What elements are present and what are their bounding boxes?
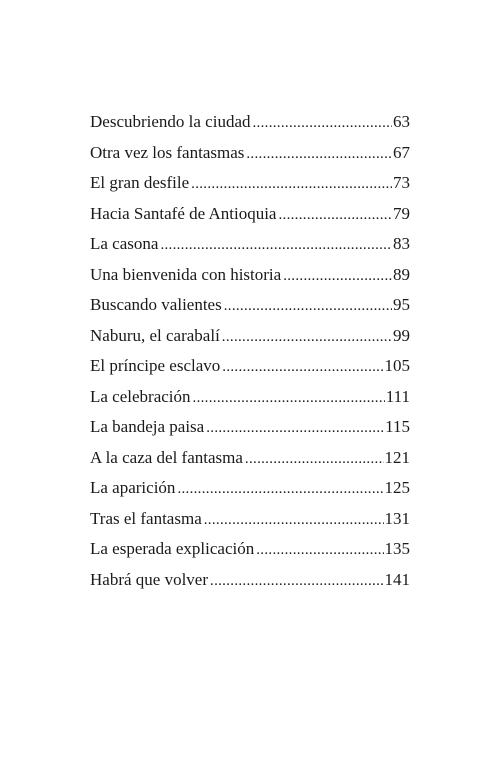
toc-entry-title: La esperada explicación [90, 539, 255, 558]
toc-entry-title: El príncipe esclavo [90, 356, 221, 375]
toc-dot-leader [206, 418, 384, 438]
toc-entry [90, 295, 410, 326]
toc-dot-leader [278, 205, 392, 225]
toc-entry [90, 265, 410, 296]
toc-dot-leader [245, 449, 384, 469]
toc-dot-leader [177, 479, 383, 499]
toc-dot-leader [222, 357, 383, 377]
toc-entry [90, 478, 410, 509]
toc-entry-page: 95 [393, 295, 410, 314]
toc-entry-title: Hacia Santafé de Antioquia [90, 203, 277, 223]
toc-entry-page: 121 [384, 447, 410, 467]
toc-entry-page: 111 [385, 386, 410, 406]
toc-entry-page: 63 [393, 112, 410, 131]
toc-entry-page: 131 [384, 508, 410, 528]
toc-entry-title: Descubriendo la ciudad [90, 112, 251, 131]
toc-entry-page: 115 [385, 417, 410, 436]
toc-entry [90, 112, 410, 143]
toc-entry [90, 448, 410, 479]
toc-entry-title: A la caza del fantasma [90, 447, 243, 467]
toc-entry-title: La celebración [90, 386, 191, 406]
table-of-contents [90, 112, 410, 600]
toc-entry-page: 79 [393, 203, 410, 223]
toc-entry [90, 417, 410, 448]
toc-entry-page: 141 [384, 569, 410, 589]
toc-dot-leader [204, 510, 384, 530]
toc-entry-page: 135 [384, 539, 410, 558]
toc-dot-leader [283, 266, 392, 286]
toc-entry-title: La bandeja paisa [90, 417, 205, 436]
toc-dot-leader [222, 327, 392, 347]
toc-dot-leader [224, 296, 392, 316]
toc-entry-page: 83 [393, 234, 410, 253]
toc-entry [90, 356, 410, 387]
toc-entry [90, 387, 410, 418]
toc-entry-page: 99 [393, 325, 410, 345]
toc-dot-leader [253, 113, 393, 133]
toc-dot-leader [256, 540, 383, 560]
toc-entry-title: Una bienvenida con historia [90, 264, 282, 284]
toc-dot-leader [160, 235, 392, 255]
toc-entry [90, 173, 410, 204]
toc-entry [90, 509, 410, 540]
toc-entry [90, 570, 410, 601]
toc-dot-leader [210, 571, 383, 591]
toc-entry [90, 234, 410, 265]
toc-entry-title: Otra vez los fantasmas [90, 142, 245, 162]
toc-dot-leader [246, 144, 392, 164]
toc-entry-title: La casona [90, 234, 159, 253]
toc-entry [90, 143, 410, 174]
toc-entry-title: Buscando valientes [90, 295, 222, 314]
toc-entry [90, 326, 410, 357]
toc-entry-page: 67 [393, 142, 410, 162]
toc-entry-title: Habrá que volver [90, 569, 209, 589]
toc-dot-leader [191, 174, 392, 194]
toc-entry-title: La aparición [90, 478, 176, 497]
toc-dot-leader [193, 388, 385, 408]
toc-entry [90, 204, 410, 235]
toc-entry-page: 73 [393, 173, 410, 192]
toc-entry-title: El gran desfile [90, 173, 190, 192]
toc-entry-page: 105 [384, 356, 410, 375]
toc-entry [90, 539, 410, 570]
toc-entry-page: 125 [384, 478, 410, 497]
toc-entry-title: Tras el fantasma [90, 508, 202, 528]
toc-entry-title: Naburu, el carabalí [90, 325, 220, 345]
toc-entry-page: 89 [393, 264, 410, 284]
